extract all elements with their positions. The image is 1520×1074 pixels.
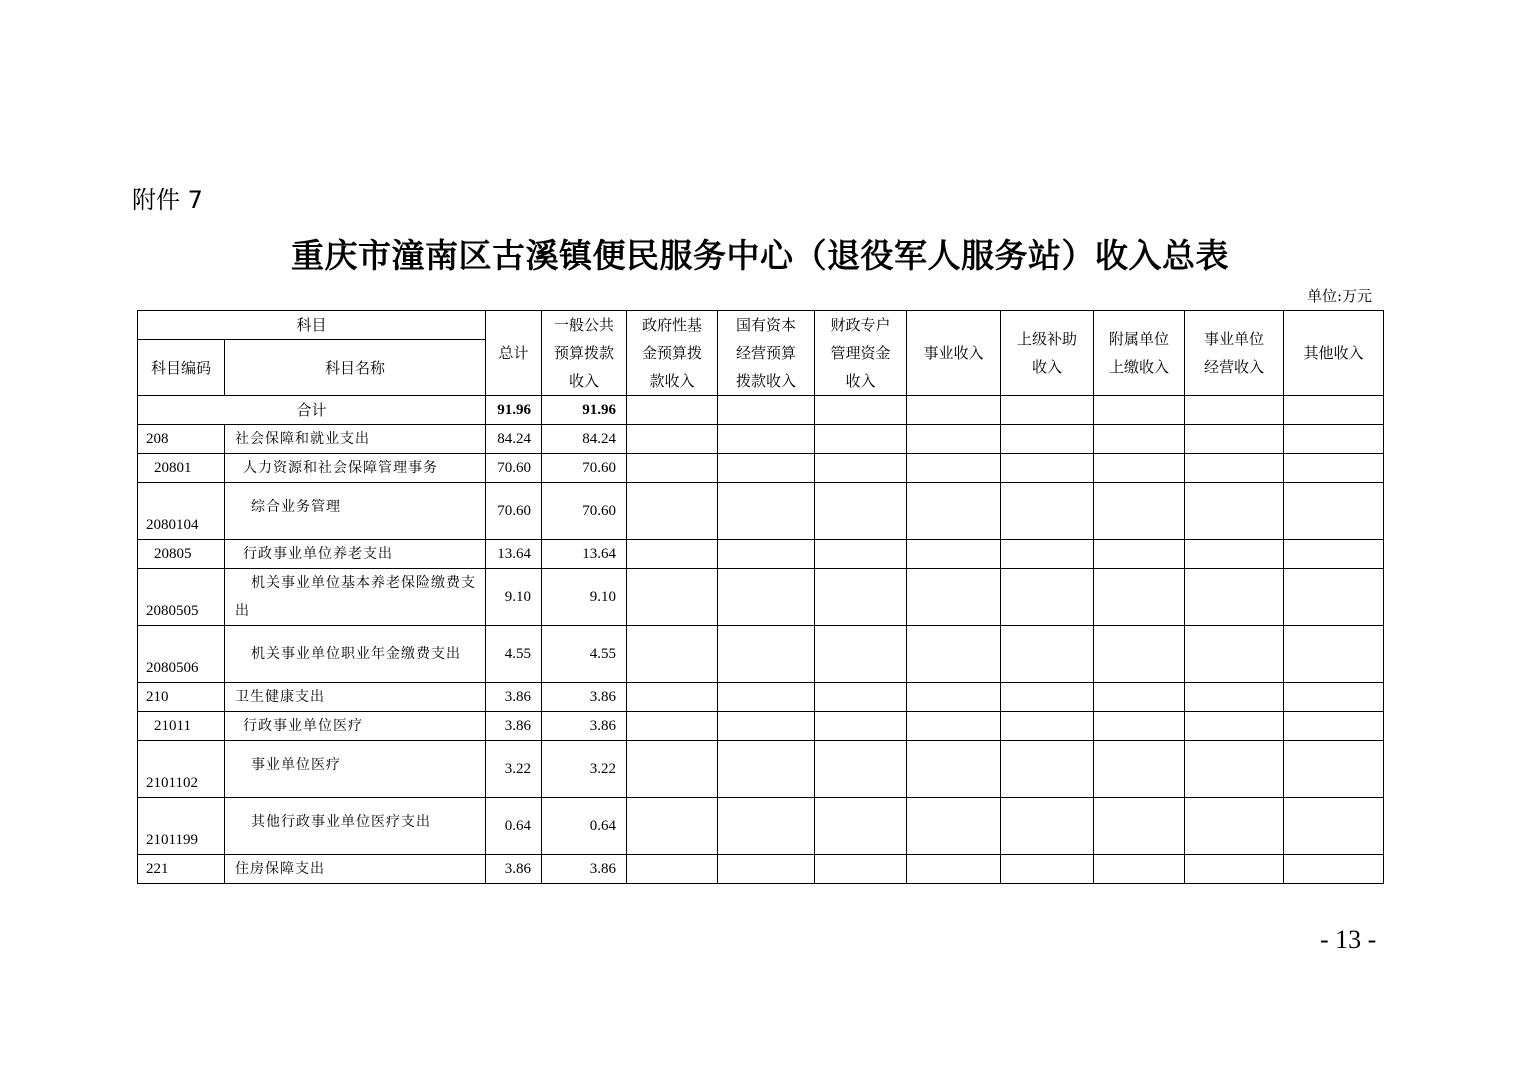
row-general-budget: 70.60: [542, 483, 627, 540]
row-total: 3.86: [486, 855, 542, 884]
row-general-budget: 13.64: [542, 540, 627, 569]
table-row: [138, 626, 1384, 683]
header-subject-code: 科目编码: [138, 340, 225, 396]
document-title: 重庆市潼南区古溪镇便民服务中心（退役军人服务站）收入总表: [291, 236, 1229, 275]
row-general-budget: 4.55: [542, 626, 627, 683]
row-code: 2080505: [138, 569, 225, 626]
row-general-budget: 3.86: [542, 683, 627, 712]
row-code: 221: [138, 855, 225, 884]
row-code: 2080104: [138, 483, 225, 540]
header-subject-group: 科目: [138, 311, 486, 340]
row-total: 3.22: [486, 741, 542, 798]
row-code: 208: [138, 425, 225, 454]
header-affiliated-unit: 附属单位 上缴收入: [1094, 311, 1185, 396]
header-gov-fund: 政府性基 金预算拨 款收入: [627, 311, 718, 396]
table-row: [138, 540, 1384, 569]
row-total: 9.10: [486, 569, 542, 626]
row-general-budget: 3.86: [542, 855, 627, 884]
header-state-capital: 国有资本 经营预算 拨款收入: [718, 311, 815, 396]
row-general-budget: 3.22: [542, 741, 627, 798]
row-code: 2080506: [138, 626, 225, 683]
row-name: 综合业务管理: [225, 483, 486, 540]
row-name: 人力资源和社会保障管理事务: [225, 454, 486, 483]
row-name: 机关事业单位基本养老保险缴费支出: [225, 569, 486, 626]
row-general-budget: 9.10: [542, 569, 627, 626]
row-name: 行政事业单位养老支出: [225, 540, 486, 569]
row-name: 行政事业单位医疗: [225, 712, 486, 741]
row-total: 70.60: [486, 483, 542, 540]
header-total: 总计: [486, 311, 542, 396]
row-code: 2101102: [138, 741, 225, 798]
total-total: 91.96: [486, 396, 542, 425]
row-name: 住房保障支出: [225, 855, 486, 884]
table-row: [138, 569, 1384, 626]
row-total: 3.86: [486, 683, 542, 712]
header-fiscal-special: 财政专户 管理资金 收入: [815, 311, 907, 396]
row-code: 21011: [138, 712, 225, 741]
row-total: 13.64: [486, 540, 542, 569]
table-row: [138, 483, 1384, 540]
total-label: 合计: [138, 396, 486, 425]
row-general-budget: 3.86: [542, 712, 627, 741]
row-name: 卫生健康支出: [225, 683, 486, 712]
header-business-income: 事业收入: [907, 311, 1001, 396]
row-general-budget: 70.60: [542, 454, 627, 483]
row-total: 0.64: [486, 798, 542, 855]
attachment-label: 附件 7: [132, 186, 203, 214]
row-general-budget: 0.64: [542, 798, 627, 855]
row-code: 210: [138, 683, 225, 712]
page-number: - 13 -: [1320, 925, 1377, 954]
row-name: 事业单位医疗: [225, 741, 486, 798]
unit-label: 单位:万元: [1306, 287, 1372, 305]
total-general-budget: 91.96: [542, 396, 627, 425]
row-name: 机关事业单位职业年金缴费支出: [225, 626, 486, 683]
header-subject-name: 科目名称: [225, 340, 486, 396]
income-summary-table: [137, 310, 1384, 884]
row-total: 84.24: [486, 425, 542, 454]
table-row: [138, 712, 1384, 741]
header-superior-subsidy: 上级补助 收入: [1001, 311, 1094, 396]
row-general-budget: 84.24: [542, 425, 627, 454]
row-code: 2101199: [138, 798, 225, 855]
table-row: [138, 454, 1384, 483]
table-row: [138, 425, 1384, 454]
total-row: [138, 396, 1384, 425]
table-row: [138, 683, 1384, 712]
header-general-budget: 一般公共 预算拨款 收入: [542, 311, 627, 396]
row-total: 3.86: [486, 712, 542, 741]
header-other-income: 其他收入: [1284, 311, 1384, 396]
row-total: 70.60: [486, 454, 542, 483]
row-code: 20805: [138, 540, 225, 569]
row-total: 4.55: [486, 626, 542, 683]
row-name: 社会保障和就业支出: [225, 425, 486, 454]
table-row: [138, 741, 1384, 798]
table-row: [138, 855, 1384, 884]
row-code: 20801: [138, 454, 225, 483]
row-name: 其他行政事业单位医疗支出: [225, 798, 486, 855]
header-business-operation: 事业单位 经营收入: [1185, 311, 1284, 396]
table-row: [138, 798, 1384, 855]
